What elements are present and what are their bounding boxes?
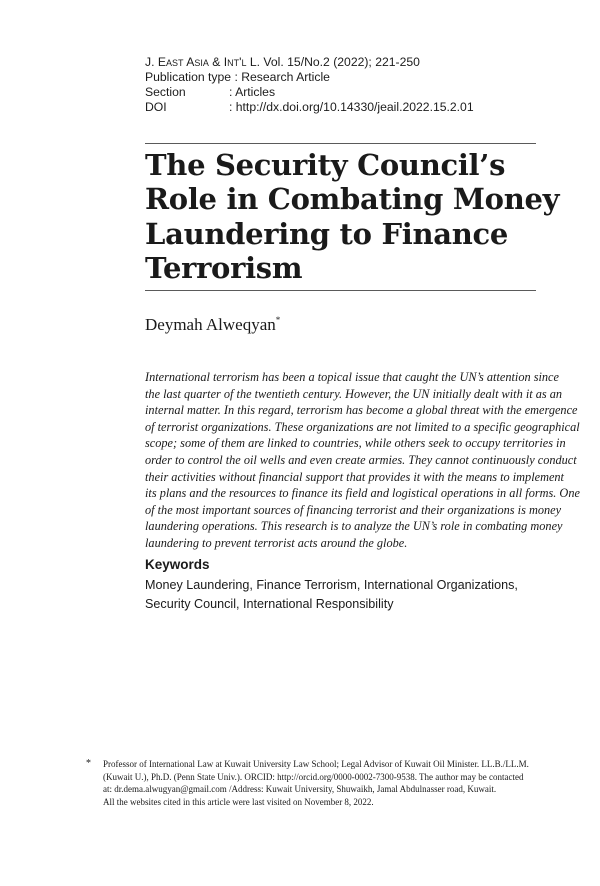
abstract-line: of the most important sources of financing terrorist and their organizations is money <box>145 502 562 517</box>
article-title <box>145 148 560 285</box>
doi-label: DOI <box>145 100 167 114</box>
title-line: Terrorism <box>145 250 303 285</box>
publication-type-label: Publication type <box>145 70 232 84</box>
footnote-line: at: dr.dema.alwugyan@gmail.com /Address: Kuwait University, Shuwaikh, Jamal Abdulnasser road, Kuwait. <box>103 784 497 795</box>
title-top-rule <box>145 143 536 144</box>
keywords-list <box>145 576 518 614</box>
keywords-line: Security Council, International Responsibility <box>145 597 394 611</box>
journal-citation <box>145 55 474 70</box>
author-name <box>145 315 280 335</box>
keywords-heading: Keywords <box>145 557 210 572</box>
doi-value: : http://dx.doi.org/10.14330/jeail.2022.15.2.01 <box>229 100 474 114</box>
footnote-line: All the websites cited in this article were last visited on November 8, 2022. <box>103 797 374 808</box>
abstract-line: of terrorist organizations. These organizations are not limited to a specific geographical <box>145 419 580 434</box>
publication-type-value: : Research Article <box>234 70 330 84</box>
title-line: The Security Council’s <box>145 148 506 182</box>
author-footnote-mark: * <box>275 315 281 325</box>
abstract-line: scope; some of them are linked to countries, while others seek to occupy territories in <box>145 436 566 451</box>
title-line: Role in Combating Money <box>145 182 560 217</box>
publication-type <box>145 70 474 85</box>
abstract-line: their activities without financial support that provides it with the means to implement <box>145 469 564 484</box>
title-bottom-rule <box>145 290 536 291</box>
section-row <box>145 85 474 100</box>
journal-prefix: J. <box>145 55 158 69</box>
abstract <box>145 369 580 552</box>
keywords-line: Money Laundering, Finance Terrorism, International Organizations, <box>145 578 518 592</box>
journal-name-sc2: Int'l <box>223 55 247 69</box>
abstract-line: the last quarter of the twentieth century. However, the UN initially dealt with it as an <box>145 386 563 401</box>
title-line: Laundering to Finance <box>145 216 509 251</box>
journal-amp: & <box>208 55 224 69</box>
abstract-line: laundering operations. This research is to analyze the UN’s role in combating money <box>145 519 563 534</box>
author-name-text: Deymah Alweqyan <box>145 315 276 334</box>
footnote-mark: * <box>86 758 91 769</box>
author-footnote <box>103 758 543 809</box>
section-label: Section <box>145 85 186 99</box>
abstract-line: order to control the oil wells and even create armies. They cannot continuously conduct <box>145 452 577 467</box>
doi-row <box>145 100 474 115</box>
section-value: : Articles <box>229 85 276 99</box>
footnote-line: Professor of International Law at Kuwait University Law School; Legal Advisor of Kuwait Oil Minister. LL.B./LL.M. <box>103 759 529 769</box>
abstract-line: International terrorism has been a topical issue that caught the UN’s attention since <box>145 370 559 384</box>
article-metadata <box>145 55 474 115</box>
abstract-line: internal matter. In this regard, terrorism has become a global threat with the emergence <box>145 403 578 418</box>
journal-name-sc: East Asia <box>157 55 209 69</box>
abstract-line: laundering to prevent terrorist acts around the globe. <box>145 535 408 550</box>
abstract-line: its plans and the resources to finance its field and logistical operations in all forms. One <box>145 486 580 501</box>
journal-volume: L. Vol. 15/No.2 (2022); 221-250 <box>246 55 420 69</box>
footnote-line: (Kuwait U.), Ph.D. (Penn State Univ.). ORCID: http://orcid.org/0000-0002-7300-9538. The author may be contacted <box>103 771 524 782</box>
